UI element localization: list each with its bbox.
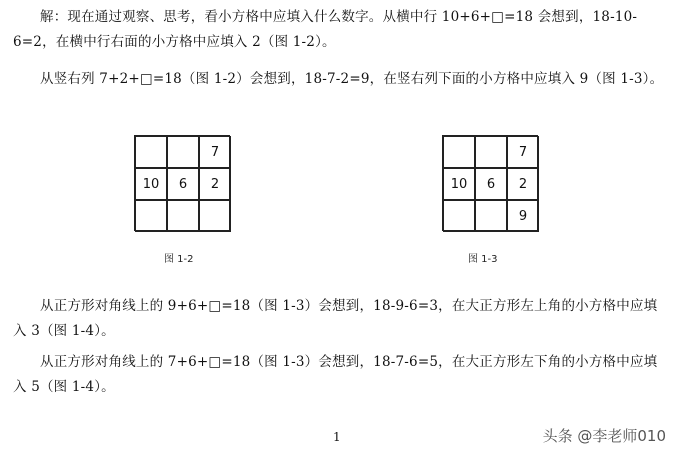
figure-1-3-grid [442,135,538,231]
watermark: 头条 @李老师010 [542,427,666,445]
figure-caption: 图 1-2 [164,254,194,265]
paragraph-2: 从竖右列 7+2+□=18（图 1-2）会想到，18-7-2=9，在竖右列下面的小方格中应填入 9（图 1-3）。 [40,71,664,87]
grid-cell [199,200,231,232]
grid-cell: 9 [507,200,539,232]
grid-cell [443,136,475,168]
grid-cell [443,200,475,232]
paragraph-3: 从正方形对角线上的 9+6+□=18（图 1-3）会想到，18-9-6=3，在大正方形左上角的小方格中应填入 3（图 1-4）。 [13,298,658,339]
figure-1-2-grid [134,135,230,231]
grid-cell: 10 [443,168,475,200]
grid-cell [135,200,167,232]
grid-cell: 2 [199,168,231,200]
grid-cell [475,200,507,232]
grid-cell [135,136,167,168]
grid-cell: 6 [167,168,199,200]
paragraph-4: 从正方形对角线上的 7+6+□=18（图 1-3）会想到，18-7-6=5，在大正方形左下角的小方格中应填入 5（图 1-4）。 [13,354,658,395]
figure-caption: 图 1-3 [468,254,498,265]
page-number: 1 [333,430,341,444]
grid-cell: 6 [475,168,507,200]
grid-cell: 7 [199,136,231,168]
grid-cell: 2 [507,168,539,200]
grid-cell: 10 [135,168,167,200]
grid-cell [167,136,199,168]
grid-cell [475,136,507,168]
grid-cell [167,200,199,232]
paragraph-1: 解：现在通过观察、思考，看小方格中应填入什么数字。从横中行 10+6+□=18 会想到，18-10-6=2，在横中行右面的小方格中应填入 2（图 1-2）。 [13,9,638,50]
grid-cell: 7 [507,136,539,168]
